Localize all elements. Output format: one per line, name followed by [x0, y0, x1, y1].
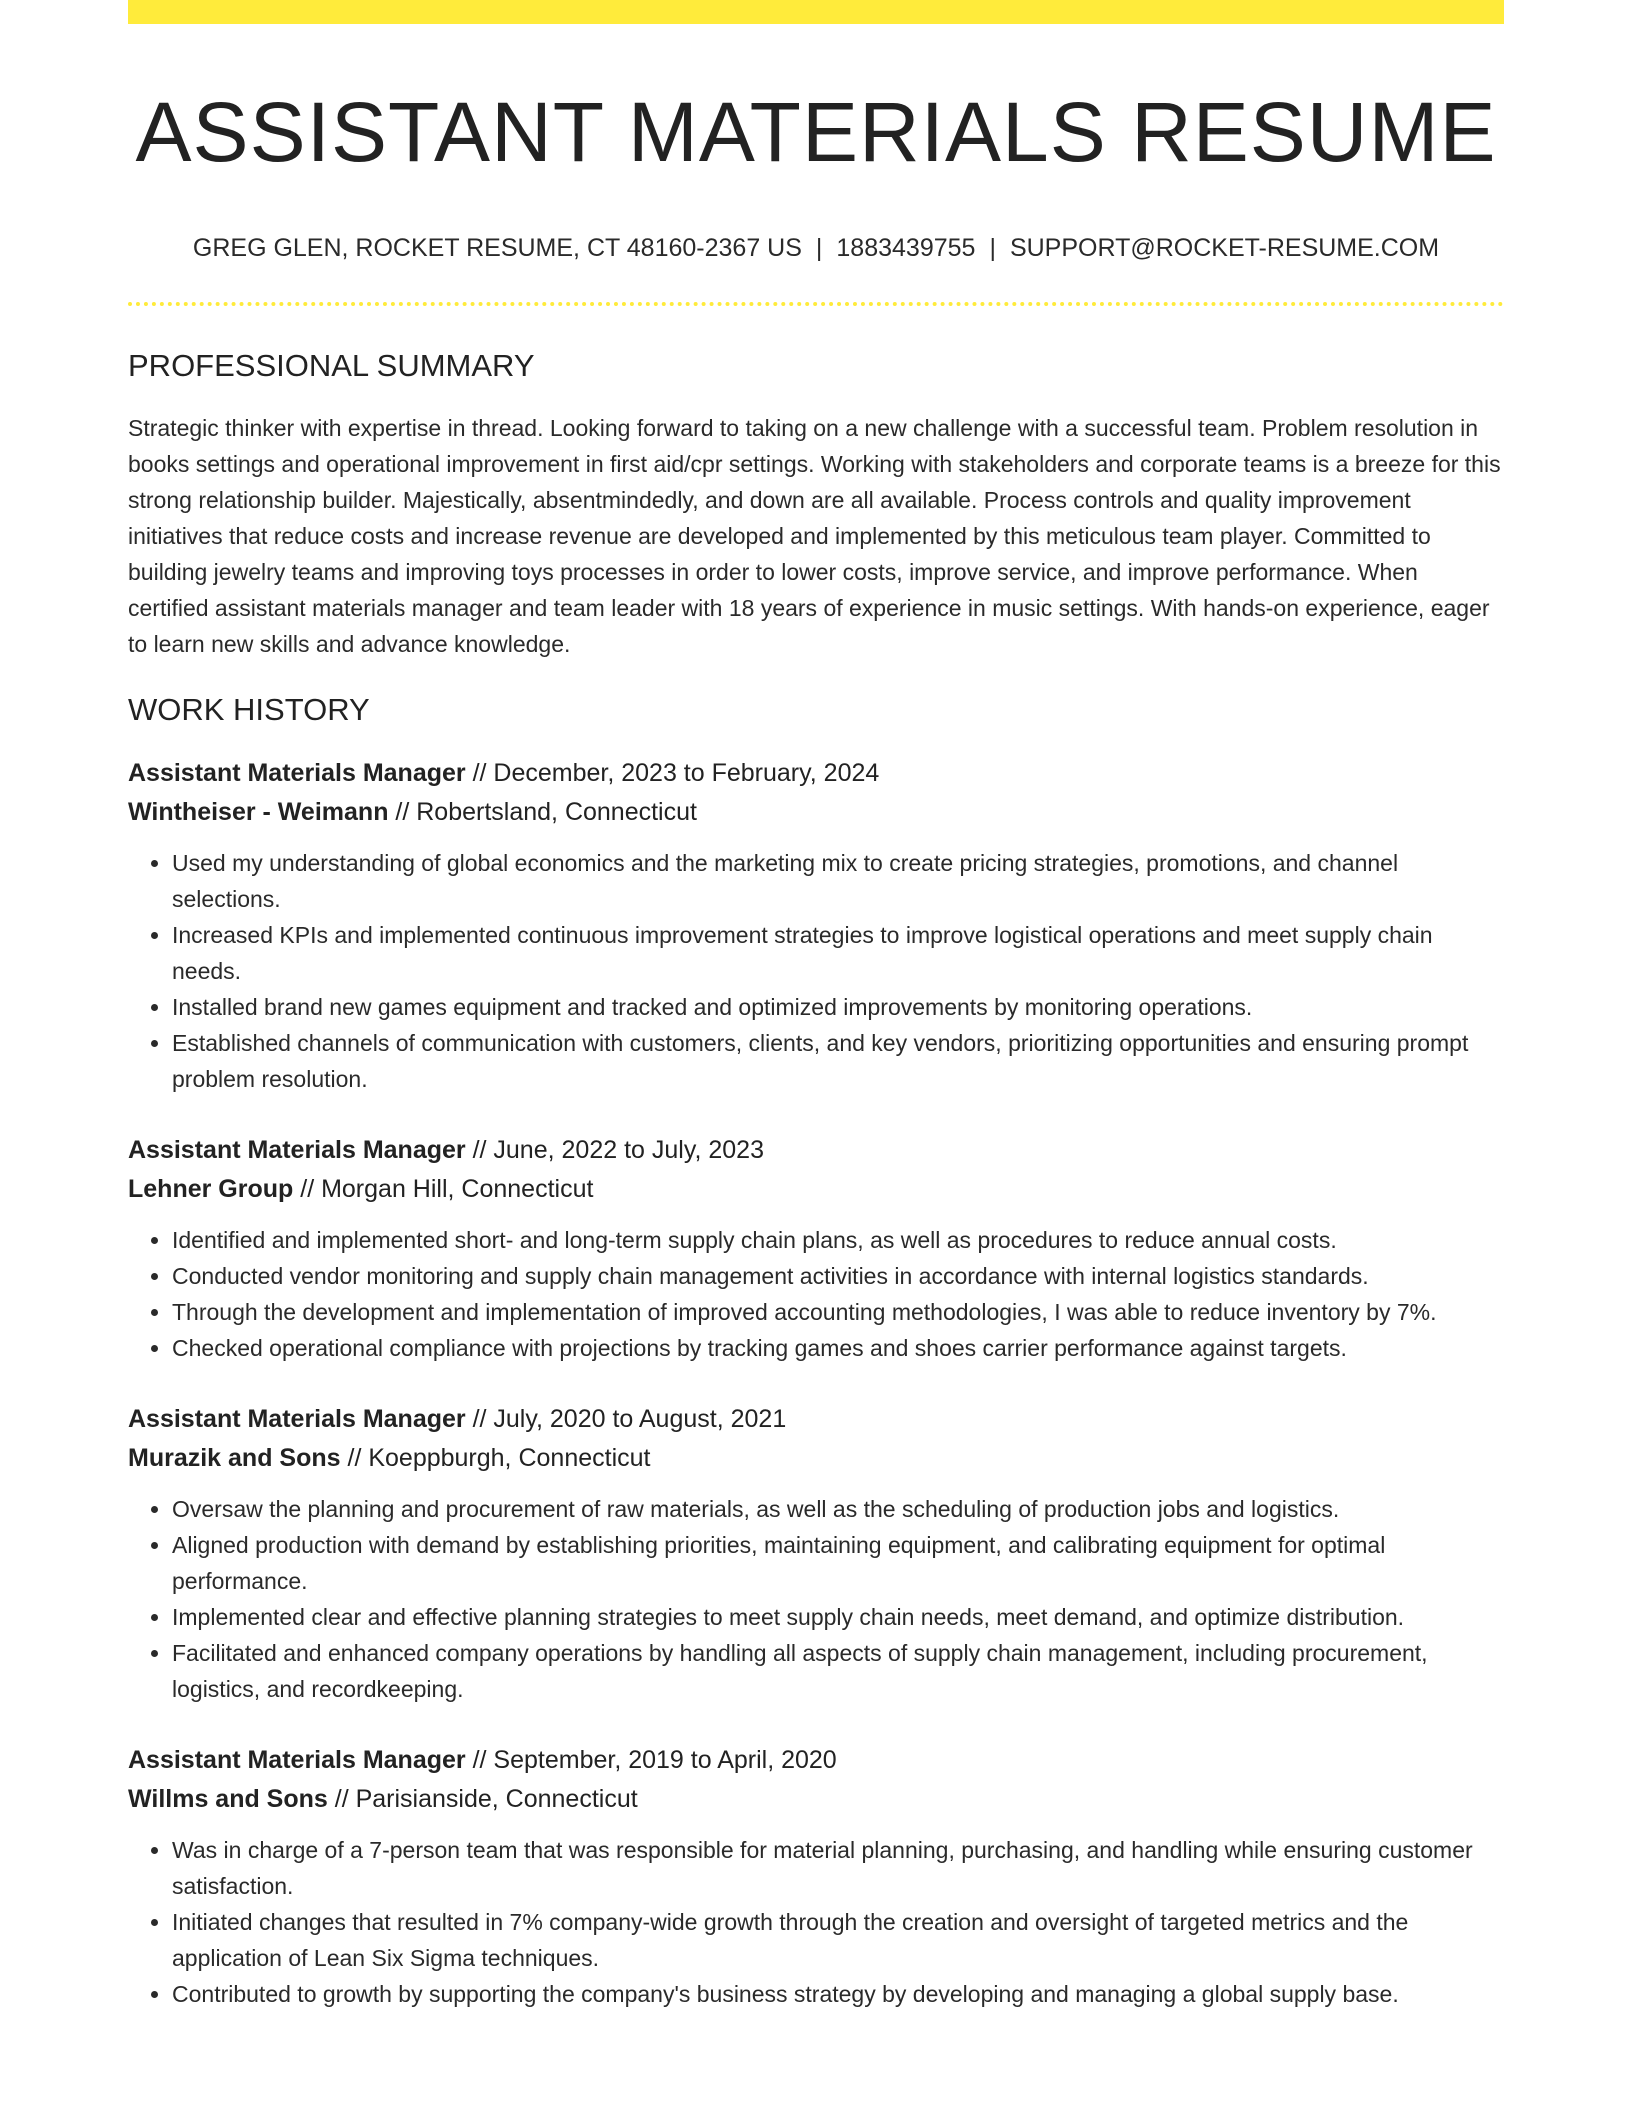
job-bullet: • Used my understanding of global economics and the marketing mix to create pricing strategies, promotions, and channel selections. — [172, 845, 1504, 917]
job-bullet: • Established channels of communication with customers, clients, and key vendors, prioritizing opportunities and ensuring prompt problem resolution. — [172, 1025, 1504, 1097]
job-bullets — [128, 1832, 1504, 2012]
job-location: // Morgan Hill, Connecticut — [293, 1175, 594, 1203]
job-bullet: • Aligned production with demand by establishing priorities, maintaining equipment, and calibrating equipment for optimal performance. — [172, 1527, 1504, 1599]
job-bullet: • Facilitated and enhanced company operations by handling all aspects of supply chain management, including procurement, logistics, and recordkeeping. — [172, 1635, 1504, 1707]
job-title-line — [128, 1400, 1504, 1439]
resume-page — [128, 0, 1504, 2012]
job-company: Wintheiser - Weimann — [128, 798, 389, 826]
job-company: Willms and Sons — [128, 1785, 328, 1813]
job-dates: // July, 2020 to August, 2021 — [465, 1405, 787, 1433]
contact-separator: | — [815, 234, 823, 262]
summary-heading: PROFESSIONAL SUMMARY — [128, 348, 535, 383]
contact-line — [128, 232, 1504, 264]
job-title: Assistant Materials Manager — [128, 1405, 466, 1433]
job-title-line — [128, 1741, 1504, 1780]
job-bullet: • Oversaw the planning and procurement of raw materials, as well as the scheduling of production jobs and logistics. — [172, 1491, 1504, 1527]
job-location: // Koeppburgh, Connecticut — [340, 1444, 651, 1472]
job-company-line — [128, 1170, 1504, 1209]
job-dates: // December, 2023 to February, 2024 — [465, 759, 880, 787]
job-dates: // June, 2022 to July, 2023 — [465, 1136, 764, 1164]
accent-top-bar — [128, 0, 1504, 24]
work-history-heading: WORK HISTORY — [128, 692, 370, 727]
summary-text: Strategic thinker with expertise in thread. Looking forward to taking on a new challenge with a successful team. Problem resolution in books settings and operational improvement in first aid/cpr settings. Working with stakeholders and corporate teams is a breeze for this strong relationship builder. Majestically, absentmindedly, and down are all available. Process controls and quality improvement initiatives that reduce costs and increase revenue are developed and implemented by this meticulous team player. Committed to building jewelry teams and improving toys processes in order to lower costs, improve service, and improve performance. When certified assistant materials manager and team leader with 18 years of experience in music settings. With hands-on experience, eager to learn new skills and advance knowledge. — [128, 415, 1501, 657]
job-title-line — [128, 754, 1504, 793]
contact-address: GREG GLEN, ROCKET RESUME, CT 48160-2367 US — [192, 234, 802, 262]
dotted-divider — [128, 302, 1504, 306]
job-entry — [128, 1741, 1504, 2012]
job-bullet: • Checked operational compliance with projections by tracking games and shoes carrier performance against targets. — [172, 1330, 1504, 1366]
job-entry — [128, 1400, 1504, 1707]
job-bullet: • Initiated changes that resulted in 7% company-wide growth through the creation and oversight of targeted metrics and the application of Lean Six Sigma techniques. — [172, 1904, 1504, 1976]
job-company-line — [128, 793, 1504, 832]
job-title: Assistant Materials Manager — [128, 1746, 466, 1774]
job-dates: // September, 2019 to April, 2020 — [465, 1746, 837, 1774]
job-bullets — [128, 1222, 1504, 1366]
job-bullet: • Identified and implemented short- and long-term supply chain plans, as well as procedures to reduce annual costs. — [172, 1222, 1504, 1258]
job-title-line — [128, 1131, 1504, 1170]
job-bullet: • Through the development and implementation of improved accounting methodologies, I was able to reduce inventory by 7%. — [172, 1294, 1504, 1330]
job-bullet: • Conducted vendor monitoring and supply chain management activities in accordance with internal logistics standards. — [172, 1258, 1504, 1294]
job-location: // Parisianside, Connecticut — [327, 1785, 638, 1813]
contact-separator: | — [989, 234, 996, 262]
job-bullet: • Was in charge of a 7-person team that was responsible for material planning, purchasing, and handling while ensuring customer satisfaction. — [172, 1832, 1504, 1904]
contact-phone: 1883439755 — [836, 234, 976, 262]
job-entry — [128, 754, 1504, 1097]
job-company-line — [128, 1439, 1504, 1478]
job-bullet: • Implemented clear and effective planning strategies to meet supply chain needs, meet demand, and optimize distribution. — [172, 1599, 1504, 1635]
job-bullet: • Installed brand new games equipment and tracked and optimized improvements by monitoring operations. — [172, 989, 1504, 1025]
job-bullets — [128, 845, 1504, 1097]
job-entry — [128, 1131, 1504, 1366]
resume-title: ASSISTANT MATERIALS RESUME — [135, 85, 1497, 179]
job-title: Assistant Materials Manager — [128, 1136, 466, 1164]
job-bullet: • Increased KPIs and implemented continuous improvement strategies to improve logistical operations and meet supply chain needs. — [172, 917, 1504, 989]
job-company-line — [128, 1780, 1504, 1819]
job-company: Murazik and Sons — [128, 1444, 341, 1472]
job-location: // Robertsland, Connecticut — [388, 798, 697, 826]
job-bullets — [128, 1491, 1504, 1707]
job-company: Lehner Group — [128, 1175, 294, 1203]
job-bullet: • Contributed to growth by supporting the company's business strategy by developing and managing a global supply base. — [172, 1976, 1504, 2012]
job-title: Assistant Materials Manager — [128, 759, 466, 787]
contact-email: SUPPORT@ROCKET-RESUME.COM — [1009, 234, 1440, 262]
